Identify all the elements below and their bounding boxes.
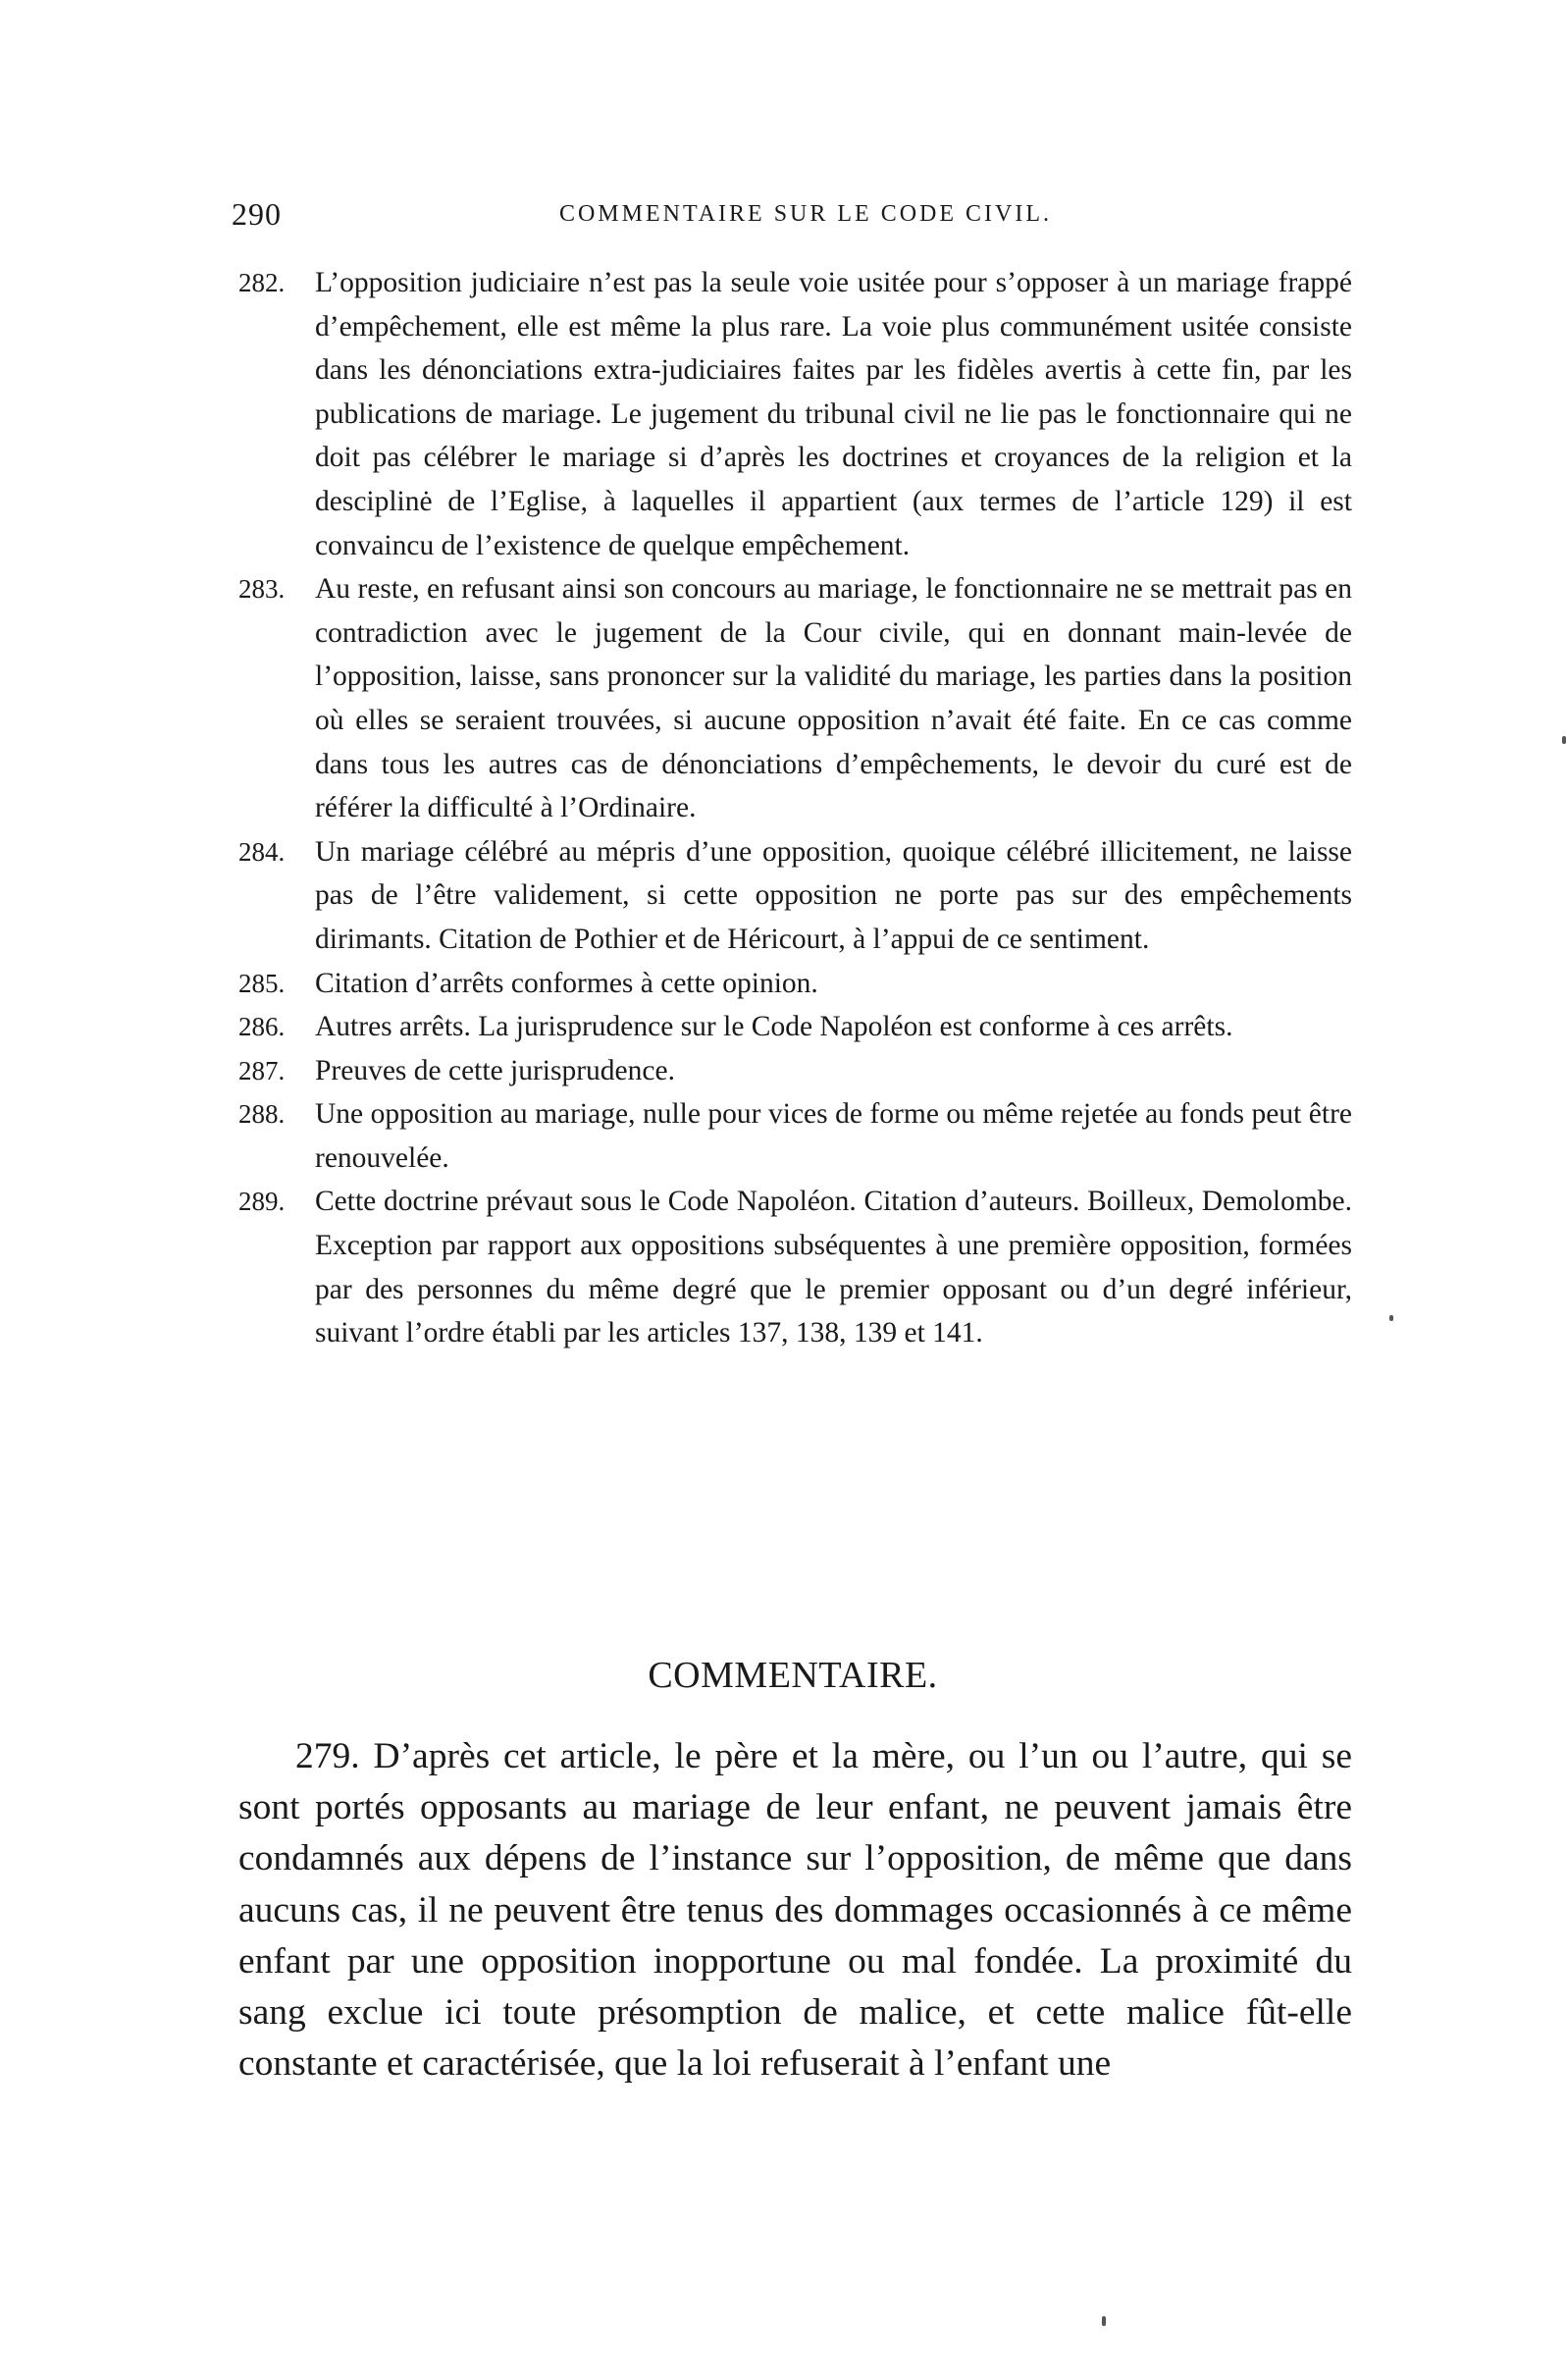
summary-text: L’opposition judiciaire n’est pas la seule voie usitée pour s’opposer à un mariage frappé d’empêchement, elle est même la plus rare. La voie plus communément usitée consiste dans les dénonciations extra-judiciaires faites par les fidèles avertis à cette fin, par les publications de mariage. Le jugement du tribunal civil ne lie pas le fonctionnaire qui ne doit pas célébrer le mariage si d’après les doctrines et croyances de la religion et la desciplinė de l’Eglise, à laquelles il appartient (aux termes de l’article 129) il est convaincu de l’existence de quelque empêchement. (315, 267, 1352, 561)
summary-number: 287. (238, 1055, 286, 1085)
summary-item (238, 962, 1352, 1006)
summary-item (238, 830, 1352, 962)
page-number: 290 (232, 196, 282, 232)
summary-text: Cette doctrine prévaut sous le Code Napoléon. Citation d’auteurs. Boilleux, Demolombe. Exception par rapport aux oppositions subséquentes à une première opposition, formées par des personnes du même degré que le premier opposant ou d’un degré inférieur, suivant l’ordre établi par les articles 137, 138, 139 et 141. (315, 1186, 1352, 1349)
summary-item (238, 261, 1352, 567)
summary-number: 285. (238, 968, 286, 998)
section-heading: COMMENTAIRE. (648, 1655, 938, 1696)
summary-number: 284. (238, 836, 286, 867)
summary-text: Citation d’arrêts conformes à cette opinion. (315, 967, 818, 999)
summary-item (238, 1049, 1352, 1093)
running-head (232, 194, 1350, 234)
summary-text: Autres arrêts. La jurisprudence sur le Code Napoléon est conforme à ces arrêts. (315, 1011, 1233, 1043)
summary-number: 289. (238, 1187, 286, 1217)
summary-item (238, 1005, 1352, 1049)
summary-number: 286. (238, 1012, 286, 1042)
summary-number: 283. (238, 574, 286, 605)
summary-text: Une opposition au mariage, nulle pour vices de forme ou même rejetée au fonds peut être renouvelée. (315, 1098, 1352, 1174)
summary-number: 282. (238, 268, 286, 297)
running-title: COMMENTAIRE SUR LE CODE CIVIL. (558, 201, 1053, 227)
summary-text: Preuves de cette jurisprudence. (315, 1054, 675, 1086)
summary-item (238, 1180, 1352, 1354)
commentary-paragraph: 279. D’après cet article, le père et la mère, ou l’un ou l’autre, qui se sont portés opposants au mariage de leur enfant, ne peuvent jamais être condamnés aux dépens de l’instance sur l’opposition, de même que dans aucuns cas, il ne peuvent être tenus des dommages occasionnés à ce même enfant par une opposition inopportune ou mal fondée. La proximité du sang exclue ici toute présomption de malice, et cette malice fût-elle constante et caractérisée, que la loi refuserait à l’enfant une (238, 1736, 1352, 2085)
summary-text: Un mariage célébré au mépris d’une opposition, quoique célébré illicitement, ne laisse pas de l’être validement, si cette opposition ne porte pas sur des empêchements dirimants. Citation de Pothier et de Héricourt, à l’appui de ce sentiment. (315, 835, 1352, 955)
scan-speck (1102, 2316, 1106, 2326)
scan-speck (1562, 736, 1566, 744)
summary-number: 288. (238, 1099, 286, 1130)
summary-text: Au reste, en refusant ainsi son concours au mariage, le fonctionnaire ne se mettrait pas en contradiction avec le jugement de la Cour civile, qui en donnant main-levée de l’opposition, laisse, sans prononcer sur la validité du mariage, les parties dans la position où elles se seraient trouvées, si aucune opposition n’avait été faite. En ce cas comme dans tous les autres cas de dénonciations d’empêchements, le devoir du curé est de référer la difficulté à l’Ordinaire. (315, 573, 1352, 824)
summary-item (238, 1092, 1352, 1180)
scan-speck (1389, 1315, 1393, 1321)
summary-item (238, 567, 1352, 830)
summary-list (238, 261, 1352, 1355)
